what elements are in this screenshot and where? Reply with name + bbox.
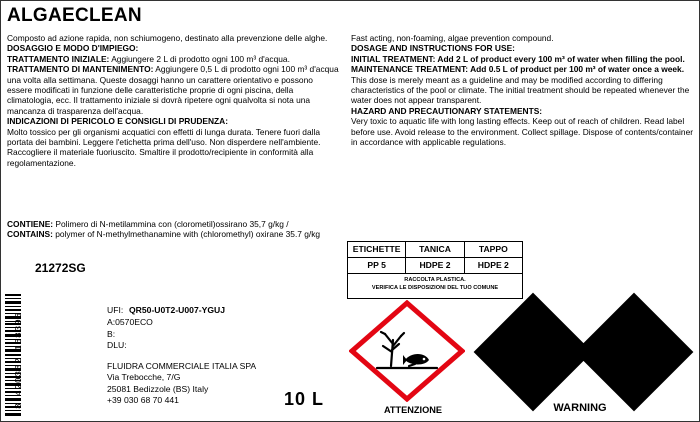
italian-initial-treatment [7, 54, 339, 64]
packaging-value-cell: HDPE 2 [464, 258, 522, 273]
blank-hazard-diamond [575, 293, 694, 412]
packaging-table [347, 241, 523, 299]
article-code: 21272SG [35, 261, 86, 275]
b-label: B: [107, 328, 116, 339]
english-initial-treatment [351, 54, 695, 64]
english-intro: Fast acting, non-foaming, algae prevention compound. [351, 33, 554, 43]
packaging-note [348, 274, 522, 292]
b-row [107, 329, 225, 341]
english-initial-label: INITIAL TREATMENT: [351, 53, 436, 64]
contains-it-text: Polimero di N-metilammina con (clorometil)ossirano 35,7 g/kg / [53, 219, 289, 229]
packaging-note-line: VERIFICA LE DISPOSIZIONI DEL TUO COMUNE [371, 285, 499, 291]
environment-hazard-icon [349, 300, 465, 402]
contains-it-label: CONTIENE: [7, 219, 54, 229]
packaging-header-cell: ETICHETTE [352, 244, 401, 254]
net-volume: 10 L [284, 389, 325, 409]
italian-dosage-heading: DOSAGGIO E MODO D'IMPIEGO: [7, 43, 139, 54]
contains-en-text: polymer of N-methylmethanamine with (chloromethyl) oxirane 35.7 g/kg [52, 229, 321, 240]
company-address [107, 361, 256, 406]
italian-intro: Composto ad azione rapida, non schiumogeno, destinato alla prevenzione delle alghe. [7, 33, 328, 43]
ufi-label: UFI: [107, 305, 124, 315]
product-title: ALGAECLEAN [7, 5, 142, 26]
packaging-note-line: RACCOLTA PLASTICA. [404, 277, 466, 283]
dlu-label: DLU: [107, 340, 127, 351]
english-hazard-text: Very toxic to aquatic life with long lasting effects. Keep out of reach of children. Read label before use. Avoid release to the environment. Collect spillage. Dispose of contents/container in accordance with applicable regulations. [351, 116, 694, 148]
italian-maintenance-text: Aggiungere 0,5 L di prodotto ogni 100 m³ d'acqua una volta alla settimana. Queste dosaggi hanno un carattere orientativo e possono essere modificati in funzione delle caratteristiche proprie di ogni piscina, della climatologia, ecc. Il trattamento iniziale si dovrà ripetere ogni qualvolta si nota una mancanza di trasparenza dell'acqua. [7, 64, 339, 116]
english-dosage-heading: DOSAGE AND INSTRUCTIONS FOR USE: [351, 43, 515, 54]
contains-it [7, 219, 347, 229]
english-maintenance-treatment [351, 64, 695, 74]
english-initial-text: Add 2 L of product every 100 m³ of water when filling the pool. [435, 53, 685, 64]
company-street: Via Trebocche, 7/G [107, 372, 181, 383]
ufi-value: QR50-U0T2-U007-YGUJ [129, 305, 225, 315]
english-maintenance-label: MAINTENANCE TREATMENT: [351, 64, 469, 75]
a-code-value: A:0570ECO [107, 316, 153, 327]
contains-statement [7, 219, 347, 240]
packaging-header-row [348, 242, 522, 258]
a-code-row [107, 317, 225, 329]
company-phone: +39 030 68 70 441 [107, 394, 179, 405]
english-text-block [351, 33, 695, 147]
italian-initial-text: Aggiungere 2 L di prodotto ogni 100 m³ d'acqua. [109, 53, 290, 64]
english-hazard-heading: HAZARD AND PRECAUTIONARY STATEMENTS: [351, 105, 543, 116]
ufi-row [107, 305, 225, 317]
barcode-number: 8 420382 168396 [13, 312, 24, 409]
signal-word-en: WARNING [553, 402, 607, 414]
company-city: 25081 Bedizzole (BS) Italy [107, 383, 209, 394]
packaging-value-cell: HDPE 2 [405, 258, 463, 273]
company-name: FLUIDRA COMMERCIALE ITALIA SPA [107, 361, 257, 371]
packaging-value-row [348, 258, 522, 274]
packaging-value-cell: PP 5 [367, 260, 386, 270]
contains-en-label: CONTAINS: [7, 229, 53, 240]
english-maintenance-text: Add 0.5 L of product per 100 m³ of water once a week. [468, 64, 685, 75]
italian-initial-label: TRATTAMENTO INIZIALE: [7, 53, 110, 64]
packaging-header-cell: TANICA [405, 242, 463, 257]
signal-word-it: ATTENZIONE [383, 405, 442, 415]
italian-maintenance-treatment [7, 64, 339, 116]
english-note-text: This dose is merely meant as a guideline and may be modified according to differing characteristics of the pool or climate. The initial treatment should be repeated whenever the water does not appear transparent. [351, 74, 690, 106]
italian-text-block [7, 33, 339, 168]
italian-hazard-heading: INDICAZIONI DI PERICOLO E CONSIGLI DI PRUDENZA: [7, 116, 229, 127]
dlu-row [107, 340, 225, 352]
identifiers-block [107, 305, 225, 352]
italian-maintenance-label: TRATTAMENTO DI MANTENIMENTO: [7, 64, 154, 75]
italian-hazard-text: Molto tossico per gli organismi acquatici con effetti di lunga durata. Tenere fuori dalla portata dei bambini. Leggere l'etichetta prima dell'uso. Non disperdere nell'ambiente. Raccogliere il materiale fuoriuscito. Smaltire il prodotto/recipiente in conformità alla regolamentazione. [7, 126, 321, 168]
contains-en [7, 229, 347, 239]
packaging-header-cell: TAPPO [464, 242, 522, 257]
